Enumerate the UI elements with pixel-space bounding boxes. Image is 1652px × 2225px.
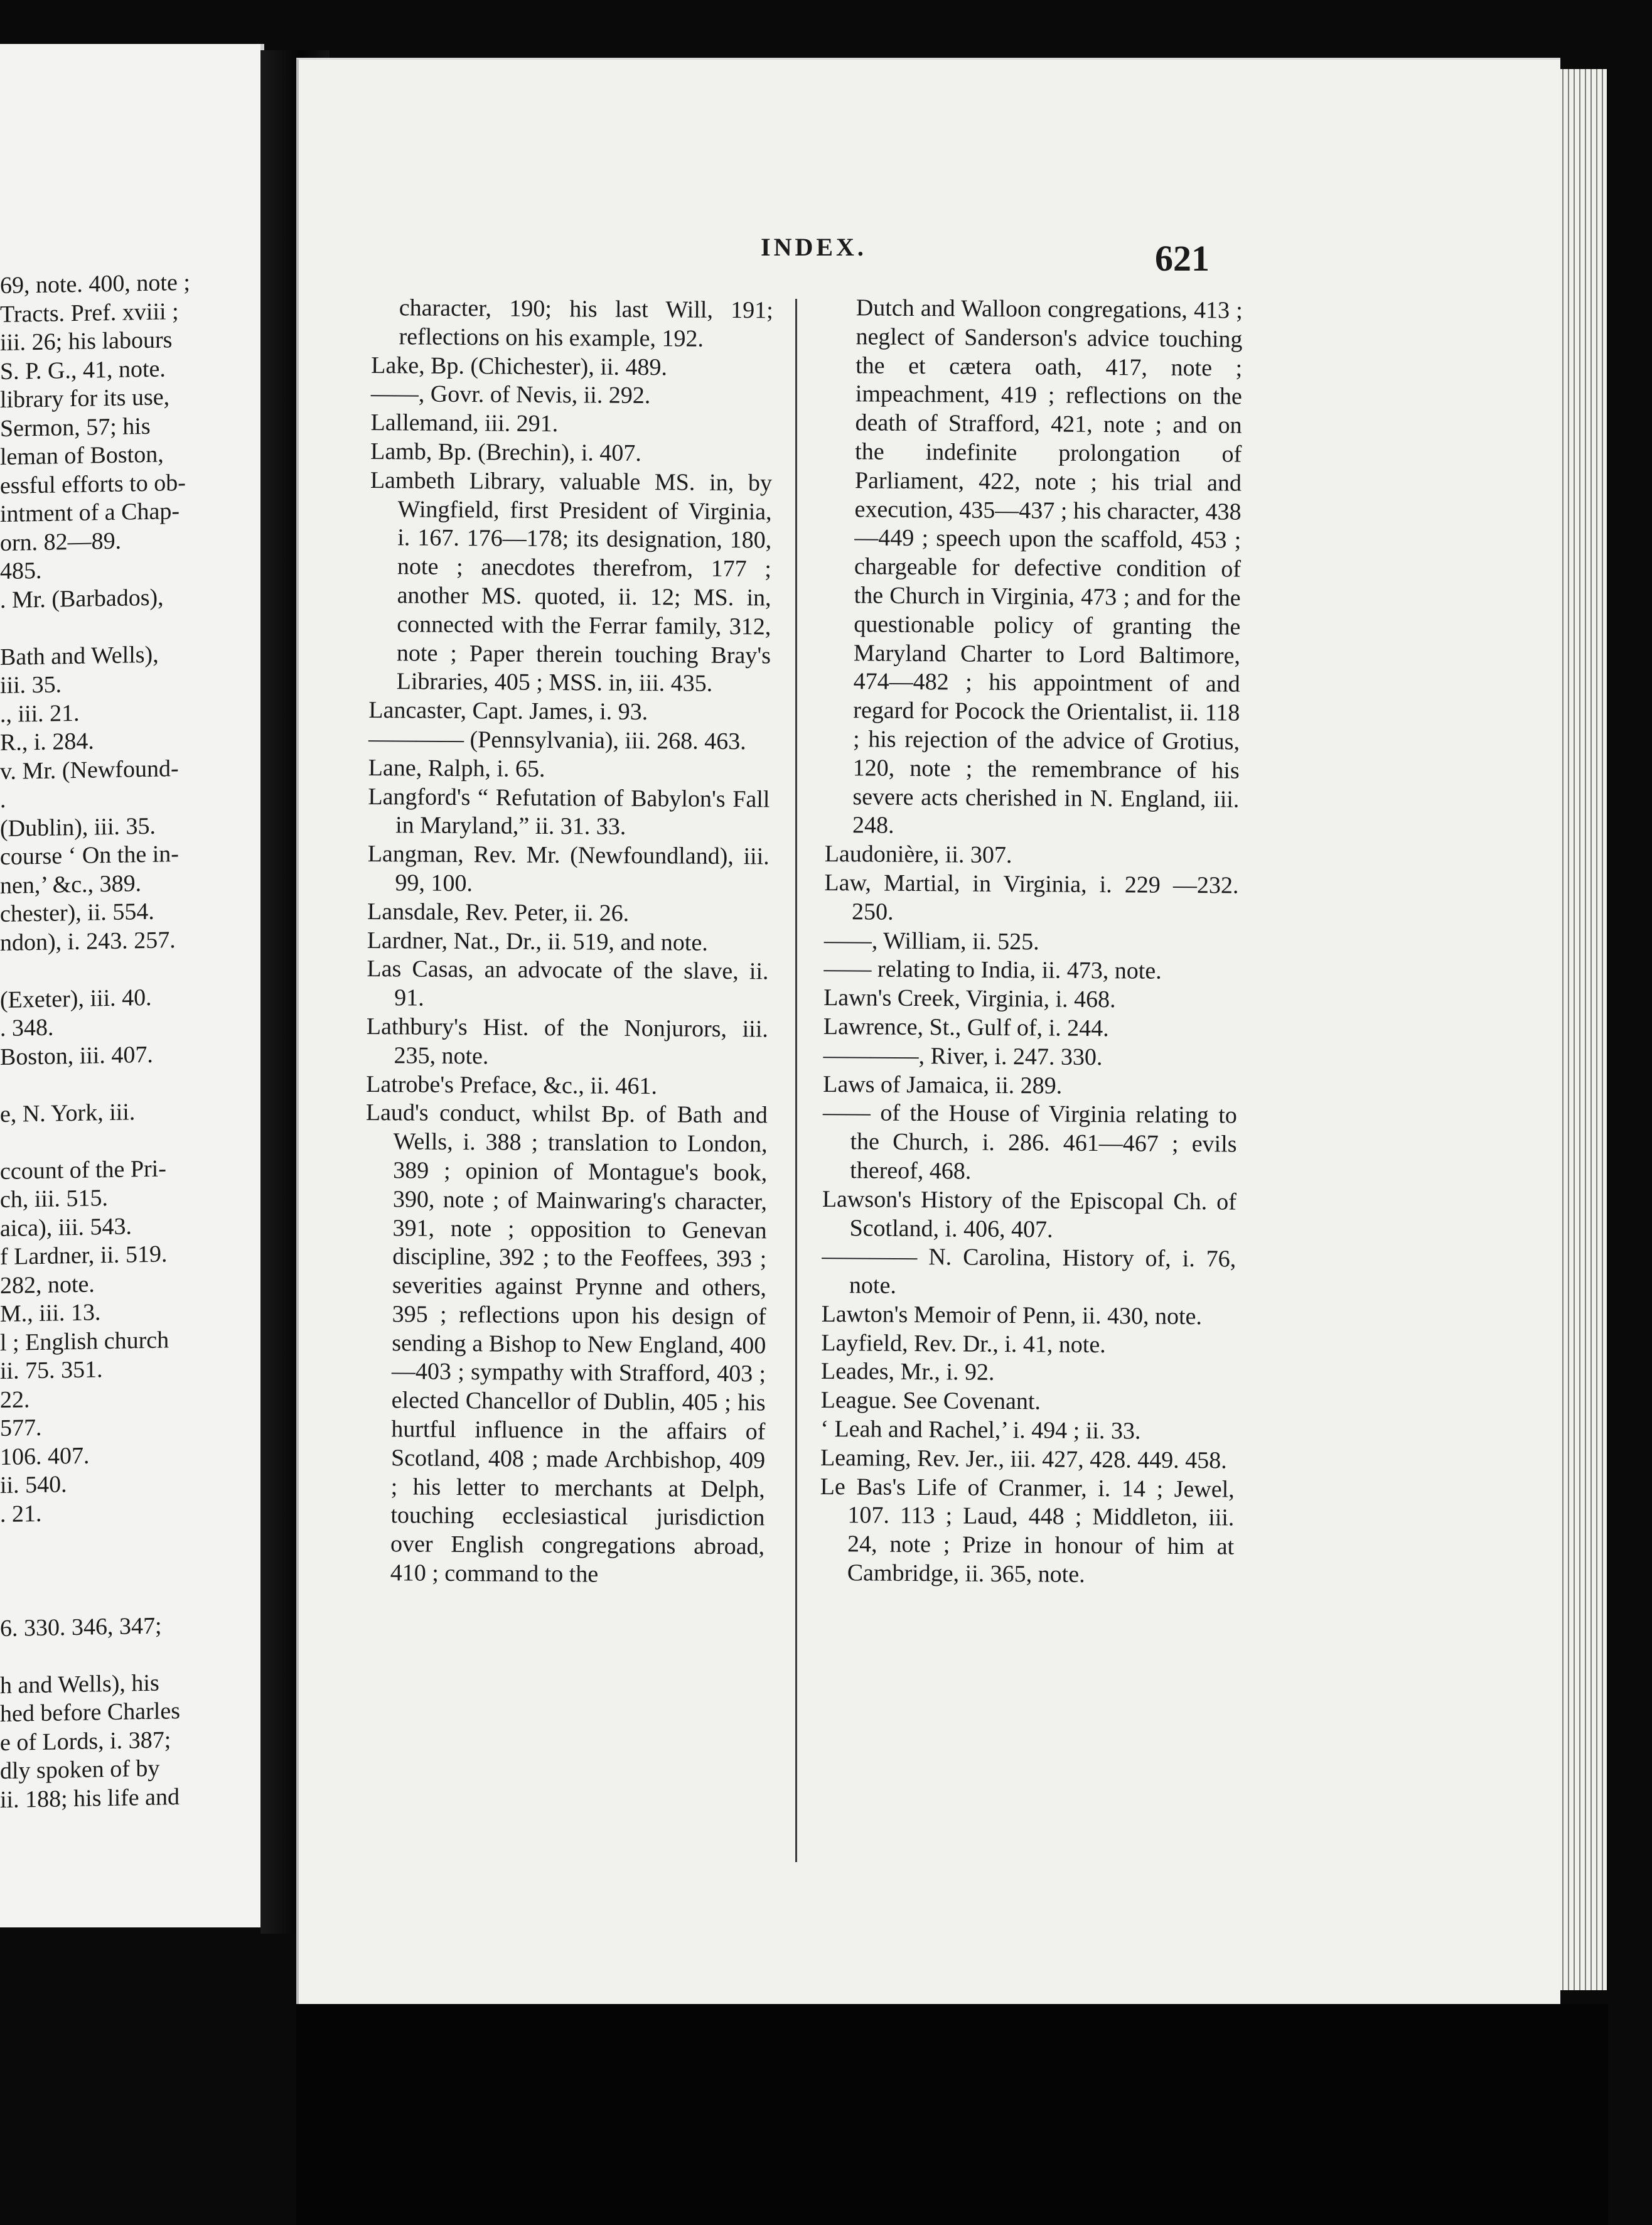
- index-entry: [822, 1242, 1236, 1303]
- index-entry: [825, 840, 1239, 871]
- index-entry: [821, 1329, 1235, 1360]
- facing-page-line: l ; English church: [0, 1326, 169, 1356]
- facing-page-line: . Mr. (Barbados),: [0, 584, 164, 613]
- index-entry-text: Lardner, Nat., Dr., ii. 519, and note.: [367, 927, 708, 956]
- index-entry-text: Laws of Jamaica, ii. 289.: [823, 1070, 1063, 1099]
- facing-page-line: . 21.: [0, 1500, 42, 1527]
- index-entry-text: League. See Covenant.: [820, 1387, 1041, 1415]
- index-entry-text: ——, Govr. of Nevis, ii. 292.: [370, 380, 651, 409]
- index-entry-text: —— of the House of Virginia relating to the Church, i. 286. 461—467 ; evils thereof, 468.: [822, 1099, 1238, 1185]
- facing-page-line: iii. 35.: [0, 671, 62, 699]
- facing-page-line: e, N. York, iii.: [0, 1098, 136, 1128]
- index-entry: [822, 1099, 1237, 1188]
- index-entry-text: Leaming, Rev. Jer., iii. 427, 428. 449. 458.: [820, 1444, 1227, 1474]
- facing-page-line: iii. 26; his labours: [0, 326, 173, 357]
- facing-page-line: Bath and Wells),: [0, 641, 159, 671]
- facing-page-line: [0, 1639, 220, 1672]
- facing-page-line: e of Lords, i. 387;: [0, 1726, 171, 1756]
- facing-page-line: 282, note.: [0, 1270, 95, 1299]
- facing-page-line: [0, 1553, 220, 1586]
- index-entry: [367, 927, 769, 958]
- index-entry: [821, 1357, 1235, 1389]
- page-number: 621: [1155, 238, 1210, 279]
- index-entry: [367, 955, 769, 1015]
- facing-page-line: (Dublin), iii. 35.: [0, 812, 156, 842]
- facing-page-line: leman of Boston,: [0, 441, 164, 471]
- running-head: INDEX.: [761, 233, 867, 261]
- index-entry-text: Le Bas's Life of Cranmer, i. 14 ; Jewel, 107. 113 ; Laud, 448 ; Middleton, iii. 24, note ; Prize in honour of him at Cambridge, ii. 365, note.: [820, 1473, 1235, 1588]
- facing-page-line: [0, 954, 220, 986]
- index-entry-text: Leades, Mr., i. 92.: [820, 1358, 995, 1386]
- facing-page-line: [0, 1525, 220, 1558]
- index-entry-text: Langman, Rev. Mr. (Newfoundland), iii. 99, 100.: [367, 841, 770, 897]
- facing-page-line: nen,’ &c., 389.: [0, 870, 142, 899]
- facing-page-line: ndon), i. 243. 257.: [0, 926, 176, 956]
- index-entry: [823, 1013, 1238, 1044]
- index-entry: [367, 898, 769, 929]
- index-entry: [363, 1099, 768, 1590]
- index-entry-text: ——, William, ii. 525.: [823, 927, 1039, 955]
- index-entry: [820, 1473, 1235, 1591]
- facing-page-line: chester), ii. 554.: [0, 898, 154, 928]
- facing-page-line: [0, 1125, 220, 1158]
- facing-page-line: 6. 330. 346, 347;: [0, 1612, 162, 1642]
- column-divider: [795, 299, 797, 1862]
- index-entry-text: Langford's “ Refutation of Babylon's Fall in Maryland,” ii. 31. 33.: [368, 783, 770, 841]
- index-entry: [368, 725, 770, 757]
- index-entry-text: —— relating to India, ii. 473, note.: [823, 956, 1162, 985]
- facing-page-line: Boston, iii. 407.: [0, 1041, 153, 1070]
- facing-page-line: S. P. G., 41, note.: [0, 355, 166, 385]
- index-entry-text: Lawton's Memoir of Penn, ii. 430, note.: [821, 1300, 1203, 1330]
- facing-page-line: aica), iii. 543.: [0, 1212, 132, 1242]
- index-entry: [370, 409, 772, 440]
- facing-page-line: Sermon, 57; his: [0, 412, 151, 442]
- index-entry: [370, 438, 772, 469]
- index-entry-text: Laudonière, ii. 307.: [824, 841, 1012, 869]
- index-entry: [823, 955, 1238, 986]
- index-entry: [367, 840, 770, 900]
- page-edges: [1558, 69, 1607, 1990]
- index-entry: [820, 1415, 1235, 1447]
- index-entry: [368, 696, 770, 728]
- index-entry-text: Latrobe's Preface, &c., ii. 461.: [366, 1070, 658, 1099]
- facing-page-text: [0, 268, 220, 1814]
- index-entry-text: Lawn's Creek, Virginia, i. 468.: [823, 984, 1116, 1013]
- facing-page-line: ., iii. 21.: [0, 699, 80, 728]
- index-entry-text: Lambeth Library, valuable MS. in, by Wingfield, first President of Virginia, i. 167. 176—178; its designation, 180, note ; anecdotes therefrom, 177 ; another MS. quoted, ii. 12; MS. in, connected with the Ferrar family, 312, note ; Paper therein touching Bray's Libraries, 405 ; MSS. in, iii. 435.: [370, 466, 773, 698]
- index-entry: [821, 1386, 1235, 1418]
- index-entry: [822, 1185, 1236, 1246]
- index-entry: [824, 927, 1238, 958]
- facing-page-line: v. Mr. (Newfound-: [0, 755, 179, 785]
- facing-page-line: f Lardner, ii. 519.: [0, 1241, 168, 1271]
- index-entry-text: Dutch and Walloon congregations, 413 ; neglect of Sanderson's advice touching the et cætera oath, 417, note ; impeachment, 419 ; reflections on the death of Strafford, 421, note ; and on the indefinite prolongation of Parliament, 422, note ; his trial and execution, 435—437 ; his character, 438—449 ; speech upon the scaffold, 453 ; chargeable for defective condition of the Church in Virginia, 473 ; and for the questionable policy of granting the Maryland Charter to Lord Baltimore, 474—482 ; his appointment of and regard for Pocock the Orientalist, ii. 118 ; his rejection of the advice of Grotius, 120, note ; the remembrance of his severe acts cherished in N. England, iii. 248.: [852, 294, 1243, 839]
- index-entry-text: ———— (Pennsylvania), iii. 268. 463.: [368, 725, 746, 755]
- facing-page-line: intment of a Chap-: [0, 498, 180, 528]
- index-entry: [821, 1300, 1235, 1332]
- facing-page-line: dly spoken of by: [0, 1755, 160, 1785]
- index-entry-text: Lansdale, Rev. Peter, ii. 26.: [367, 898, 630, 927]
- facing-page-line: orn. 82—89.: [0, 527, 122, 556]
- index-entry-text: Lawson's History of the Episcopal Ch. of Scotland, i. 406, 407.: [822, 1185, 1237, 1243]
- facing-page-line: ch, iii. 515.: [0, 1185, 109, 1214]
- facing-page-line: 69, note. 400, note ;: [0, 269, 190, 299]
- index-entry: [820, 1444, 1235, 1475]
- facing-page-line: library for its use,: [0, 384, 170, 414]
- index-entry: [371, 380, 773, 411]
- facing-page-left: [0, 44, 264, 1927]
- index-entry-text: Lancaster, Capt. James, i. 93.: [368, 697, 648, 726]
- index-entry-text: Lathbury's Hist. of the Nonjurors, iii. 235, note.: [366, 1013, 768, 1070]
- index-entry-text: character, 190; his last Will, 191; reflections on his example, 192.: [399, 294, 773, 352]
- facing-page-line: 106. 407.: [0, 1442, 90, 1470]
- index-entry-text: ————, River, i. 247. 330.: [823, 1042, 1103, 1070]
- index-entry: [823, 1042, 1237, 1073]
- index-entry: [368, 754, 770, 785]
- index-column-left: [363, 294, 773, 1590]
- facing-page-line: (Exeter), iii. 40.: [0, 984, 152, 1013]
- index-entry-text: Lake, Bp. (Chichester), ii. 489.: [371, 352, 668, 380]
- index-entry: [371, 352, 773, 383]
- facing-page-line: [0, 1582, 220, 1615]
- index-entry-text: Laud's conduct, whilst Bp. of Bath and Wells, i. 388 ; translation to London, 389 ; opinion of Montague's book, 390, note ; of Mainwaring's character, 391, note ; opposition to Genevan discipline, 392 ; to the Feoffees, 393 ; severities against Prynne and others, 395 ; reflections upon his design of sending a Bishop to New England, 400—403 ; sympathy with Strafford, 403 ; elected Chancellor of Dublin, 405 ; his hurtful influence in the affairs of Scotland, 408 ; made Archbishop, 409 ; his letter to merchants at Delph, touching ecclesiastical jurisdiction over English congregations abroad, 410 ; command to the: [365, 1099, 768, 1588]
- facing-page-line: 577.: [0, 1414, 42, 1442]
- index-entry: [825, 294, 1243, 843]
- facing-page-line: [0, 1068, 220, 1101]
- facing-page-line: . 348.: [0, 1014, 54, 1042]
- facing-page-line: ccount of the Pri-: [0, 1155, 166, 1185]
- facing-page-line: h and Wells), his: [0, 1669, 159, 1699]
- index-entry-text: Lamb, Bp. (Brechin), i. 407.: [370, 438, 642, 466]
- index-entry: [368, 783, 770, 843]
- index-entry-text: ‘ Leah and Rachel,’ i. 494 ; ii. 33.: [820, 1416, 1141, 1445]
- facing-page-line: .: [0, 786, 6, 814]
- background-shadow: [296, 2004, 1608, 2225]
- facing-page-line: essful efforts to ob-: [0, 469, 186, 499]
- index-entry-text: Las Casas, an advocate of the slave, ii. 91.: [367, 956, 769, 1011]
- facing-page-line: M., iii. 13.: [0, 1299, 101, 1328]
- index-entry: [369, 466, 773, 699]
- facing-page-line: ii. 188; his life and: [0, 1783, 180, 1813]
- index-entry-text: Layfield, Rev. Dr., i. 41, note.: [821, 1329, 1106, 1358]
- facing-page-line: hed before Charles: [0, 1698, 180, 1728]
- index-entry: [366, 1013, 768, 1073]
- index-entry-text: Lane, Ralph, i. 65.: [368, 754, 545, 782]
- index-entry-text: Law, Martial, in Virginia, i. 229 —232. 250.: [824, 869, 1239, 925]
- index-entry: [823, 984, 1238, 1015]
- index-entry-text: ———— N. Carolina, History of, i. 76, note.: [822, 1243, 1236, 1299]
- facing-page-line: 485.: [0, 557, 42, 585]
- facing-page-line: R., i. 284.: [0, 728, 94, 757]
- facing-page-line: ii. 540.: [0, 1471, 67, 1499]
- index-column-right: [820, 294, 1243, 1590]
- index-entry: [366, 1070, 768, 1101]
- index-entry-text: Lawrence, St., Gulf of, i. 244.: [823, 1013, 1109, 1042]
- index-entry: [824, 869, 1239, 929]
- facing-page-line: 22.: [0, 1386, 30, 1413]
- facing-page-line: [0, 611, 220, 644]
- index-entry-text: Lallemand, iii. 291.: [370, 409, 559, 438]
- facing-page-line: course ‘ On the in-: [0, 841, 179, 871]
- facing-page-line: Tracts. Pref. xviii ;: [0, 298, 179, 328]
- index-entry: [823, 1070, 1237, 1101]
- index-entry: [371, 294, 773, 354]
- facing-page-line: ii. 75. 351.: [0, 1356, 103, 1385]
